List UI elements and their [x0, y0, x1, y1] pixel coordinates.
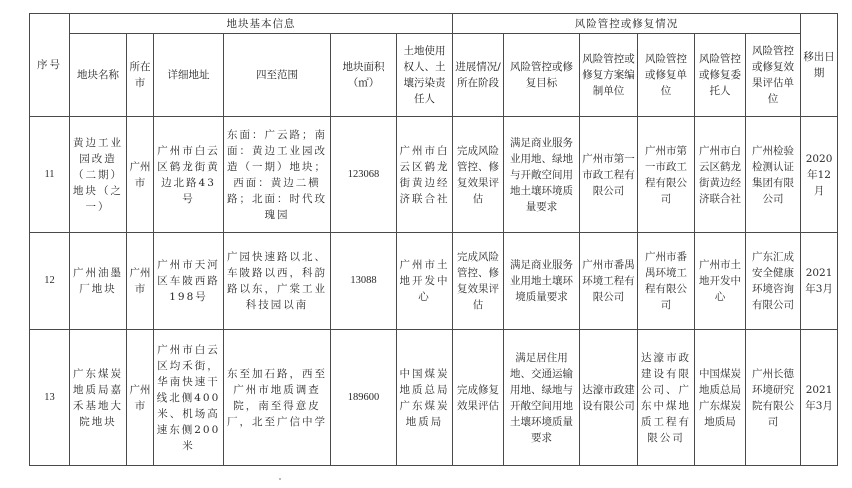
cell-exec-unit: 达濠市政建设有限公司、广东中煤地质工程有限公司	[638, 330, 695, 466]
cell-responsible: 广州市土地开发中心	[397, 233, 453, 330]
cell-progress: 完成风险管控、修复效果评估	[453, 117, 504, 233]
cell-responsible: 广州市白云区鹤龙街黄边经济联合社	[397, 117, 453, 233]
header-risk-control: 风险管控或修复情况	[453, 14, 801, 34]
cell-boundary: 东至加石路，西至广州市地质调查院，南至得意皮厂，北至广信中学	[224, 330, 331, 466]
cell-plan-unit: 达濠市政建设有限公司	[580, 330, 638, 466]
cell-boundary: 东面：广云路；南面：黄边工业园改造（一期）地块；西面：黄边二横路；北面：时代玫瑰园	[224, 117, 331, 233]
cell-address: 广州市白云区鹤龙街黄边北路43号	[154, 117, 224, 233]
cell-name: 广州油墨厂地块	[70, 233, 127, 330]
header-removal-date: 移出日期	[801, 14, 838, 117]
cell-eval-unit: 广州检验检测认证集团有限公司	[746, 117, 801, 233]
header-address: 详细地址	[154, 34, 224, 117]
cell-exec-unit: 广州市第一市政工程有限公司	[638, 117, 695, 233]
cell-removal-date: 2020年12月	[801, 117, 838, 233]
cell-area: 189600	[331, 330, 397, 466]
cell-client: 广州市白云区鹤龙街黄边经济联合社	[695, 117, 746, 233]
contaminated-land-table	[29, 13, 838, 466]
header-name: 地块名称	[70, 34, 127, 117]
header-area: 地块面积（㎡）	[331, 34, 397, 117]
header-basic-info: 地块基本信息	[70, 14, 453, 34]
cell-seq: 12	[30, 233, 70, 330]
cell-progress: 完成修复效果评估	[453, 330, 504, 466]
header-exec-unit: 风险管控或修复单位	[638, 34, 695, 117]
cell-address: 广州市白云区均禾街，华南快速干线北侧400米、机场高速东侧200米	[154, 330, 224, 466]
column-header-row	[30, 34, 838, 117]
cell-city: 广州市	[127, 330, 154, 466]
header-client: 风险管控或修复委托人	[695, 34, 746, 117]
cell-client: 广州市土地开发中心	[695, 233, 746, 330]
table-row	[30, 117, 838, 233]
cell-client: 中国煤炭地质总局广东煤炭地质局	[695, 330, 746, 466]
header-target: 风险管控或修复目标	[504, 34, 580, 117]
cell-seq: 13	[30, 330, 70, 466]
cell-eval-unit: 广州长德环境研究院有限公司	[746, 330, 801, 466]
cell-area: 123068	[331, 117, 397, 233]
group-header-row	[30, 14, 838, 34]
table-row	[30, 330, 838, 466]
cell-target: 满足居住用地、交通运输用地、绿地与开敞空间用地土壤环境质量要求	[504, 330, 580, 466]
cell-seq: 11	[30, 117, 70, 233]
cell-target: 满足商业服务业用地、绿地与开敞空间用地土壤环境质量要求	[504, 117, 580, 233]
cell-exec-unit: 广州市番禺环境工程有限公司	[638, 233, 695, 330]
cell-city: 广州市	[127, 233, 154, 330]
header-eval-unit: 风险管控或修复效果评估单位	[746, 34, 801, 117]
header-seq: 序号	[30, 14, 70, 117]
cell-responsible: 中国煤炭地质总局广东煤炭地质局	[397, 330, 453, 466]
scan-artifact	[279, 478, 281, 480]
cell-name: 黄边工业园改造（二期）地块（之一）	[70, 117, 127, 233]
header-responsible: 土地使用权人、土壤污染责任人	[397, 34, 453, 117]
cell-eval-unit: 广东汇成安全健康环境咨询有限公司	[746, 233, 801, 330]
cell-city: 广州市	[127, 117, 154, 233]
cell-removal-date: 2021年3月	[801, 330, 838, 466]
header-progress: 进展情况/所在阶段	[453, 34, 504, 117]
cell-target: 满足商业服务业用地土壤环境质量要求	[504, 233, 580, 330]
cell-removal-date: 2021年3月	[801, 233, 838, 330]
header-boundary: 四至范围	[224, 34, 331, 117]
cell-progress: 完成风险管控、修复效果评估	[453, 233, 504, 330]
cell-area: 13088	[331, 233, 397, 330]
header-city: 所在市	[127, 34, 154, 117]
cell-plan-unit: 广州市番禺环境工程有限公司	[580, 233, 638, 330]
cell-plan-unit: 广州市第一市政工程有限公司	[580, 117, 638, 233]
table-row	[30, 233, 838, 330]
cell-address: 广州市天河区车陂西路198号	[154, 233, 224, 330]
cell-boundary: 广园快速路以北、车陂路以西，科韵路以东，广棠工业科技园以南	[224, 233, 331, 330]
cell-name: 广东煤炭地质局嘉禾基地大院地块	[70, 330, 127, 466]
header-plan-unit: 风险管控或修复方案编制单位	[580, 34, 638, 117]
